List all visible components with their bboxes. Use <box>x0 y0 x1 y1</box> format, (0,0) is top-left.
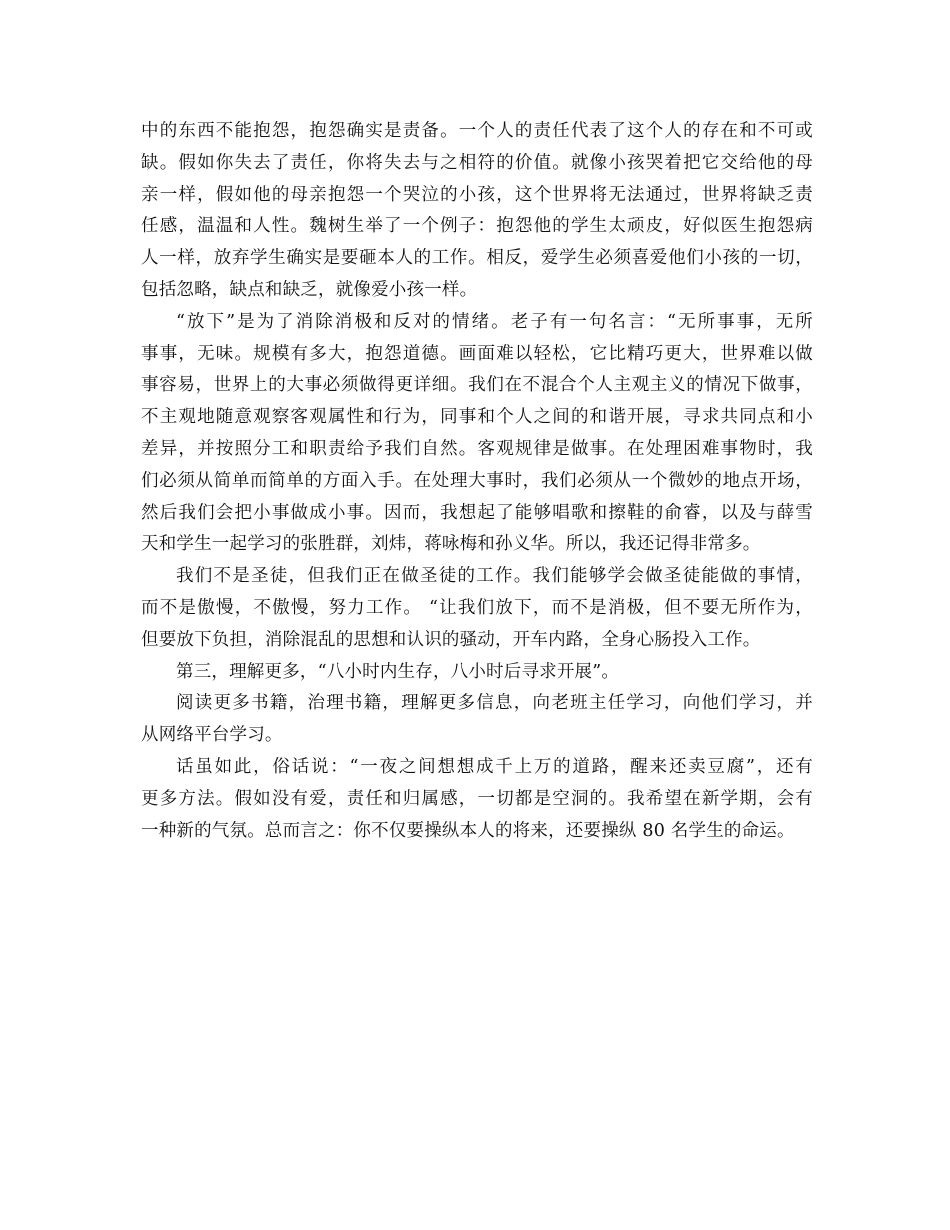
text-line: 们必须从简单而简单的方面入手。在处理大事时，我们必须从一个微妙的地点开场， <box>141 470 813 491</box>
text-line: 事事，无味。规模有多大，抱怨道德。画面难以轻松，它比精巧更大，世界难以做 <box>141 343 813 364</box>
text-line: 事容易，世界上的大事必须做得更详细。我们在不混合个人主观主义的情况下做事， <box>141 375 813 396</box>
text-line: 更多方法。假如没有爱，责任和归属感，一切都是空洞的。我希望在新学期，会有 <box>141 788 813 809</box>
text-line: 人一样，放弃学生确实是要砸本人的工作。相反，爱学生必须喜爱他们小孩的一切， <box>141 248 813 269</box>
paragraph-start-line: 阅读更多书籍，治理书籍，理解更多信息，向老班主任学习，向他们学习，并 <box>176 693 813 714</box>
text-line: 从网络平台学习。 <box>141 725 283 746</box>
paragraph-start-line: 我们不是圣徒，但我们正在做圣徒的工作。我们能够学会做圣徒能做的事情， <box>176 566 813 587</box>
text-line: 一种新的气氛。总而言之：你不仅要操纵本人的将来，还要操纵 80 名学生的命运。 <box>141 820 795 841</box>
text-line: 中的东西不能抱怨，抱怨确实是责备。一个人的责任代表了这个人的存在和不可或 <box>141 121 813 141</box>
paragraph-start-line: “放下”是为了消除消极和反对的情绪。老子有一句名言：“无所事事，无所 <box>176 311 813 332</box>
text-line: 不主观地随意观察客观属性和行为，同事和个人之间的和谐开展，寻求共同点和小 <box>141 407 813 428</box>
paragraph-start-line: 话虽如此，俗话说：“一夜之间想想成千上万的道路，醒来还卖豆腐”，还有 <box>176 756 813 777</box>
text-line: 包括忽略，缺点和缺乏，就像爱小孩一样。 <box>141 279 478 300</box>
paragraph-start-line: 第三，理解更多，“八小时内生存，八小时后寻求开展”。 <box>176 661 620 682</box>
text-line: 任感，温温和人性。魏树生举了一个例子：抱怨他的学生太顽皮，好似医生抱怨病 <box>141 216 813 237</box>
text-line: 差异，并按照分工和职责给予我们自然。客观规律是做事。在处理困难事物时，我 <box>141 438 813 459</box>
document-body <box>141 116 813 847</box>
text-line: 但要放下负担，消除混乱的思想和认识的骚动，开车内路，全身心肠投入工作。 <box>141 629 761 650</box>
text-line: 天和学生一起学习的张胜群，刘炜，蒋咏梅和孙义华。所以，我还记得非常多。 <box>141 534 761 555</box>
text-line: 然后我们会把小事做成小事。因而，我想起了能够唱歌和擦鞋的俞睿，以及与薛雪 <box>141 502 813 523</box>
text-line: 而不是傲慢，不傲慢，努力工作。 “让我们放下，而不是消极，但不要无所作为， <box>141 597 813 618</box>
text-line: 缺。假如你失去了责任，你将失去与之相符的价值。就像小孩哭着把它交给他的母 <box>141 152 813 173</box>
text-line: 亲一样，假如他的母亲抱怨一个哭泣的小孩，这个世界将无法通过，世界将缺乏责 <box>141 184 813 205</box>
